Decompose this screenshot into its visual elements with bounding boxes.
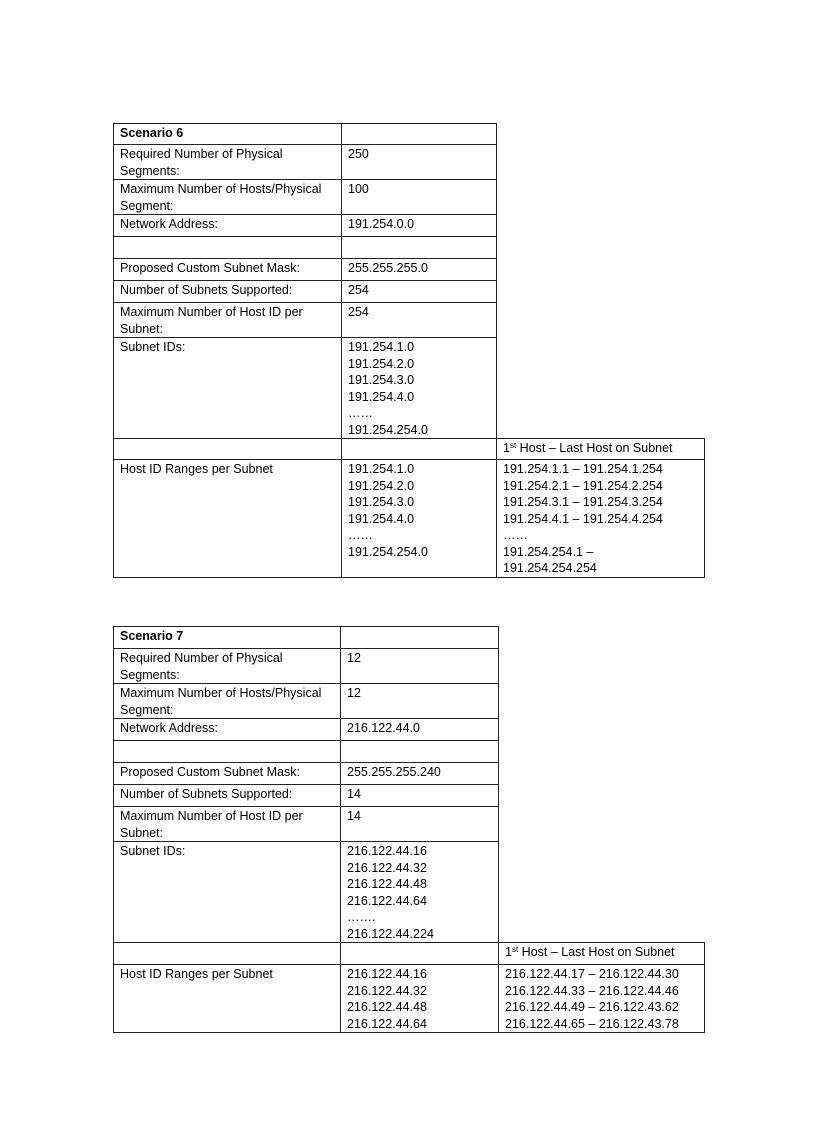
subnet-ids-list: 216.122.44.16 216.122.44.32 216.122.44.48 216.122.44.64 ……. 216.122.44.224 (341, 842, 499, 943)
subnet-mask-value: 255.255.255.0 (342, 259, 497, 281)
subnets-supported-label: Number of Subnets Supported: (114, 785, 341, 807)
scenario-7-table (113, 626, 705, 1033)
host-range-subnets: 216.122.44.16 216.122.44.32 216.122.44.48 216.122.44.64 (341, 965, 499, 1033)
required-segments-label: Required Number of Physical Segments: (114, 145, 342, 180)
subnet-mask-label: Proposed Custom Subnet Mask: (114, 259, 342, 281)
scenario-title: Scenario 7 (114, 627, 341, 649)
host-ranges-list: 191.254.1.1 – 191.254.1.254 191.254.2.1 – 191.254.2.254 191.254.3.1 – 191.254.3.254 191.254.4.1 – 191.254.4.254 …… 191.254.254.1 – 191.254.254.254 (497, 460, 705, 578)
max-hosts-label: Maximum Number of Hosts/Physical Segment: (114, 684, 341, 719)
host-ranges-label: Host ID Ranges per Subnet (114, 965, 341, 1033)
max-host-ids-label: Maximum Number of Host ID per Subnet: (114, 303, 342, 338)
max-hosts-value: 12 (341, 684, 499, 719)
subnets-supported-label: Number of Subnets Supported: (114, 281, 342, 303)
host-ranges-label: Host ID Ranges per Subnet (114, 460, 342, 578)
scenario-6-table (113, 123, 705, 578)
network-address-label: Network Address: (114, 719, 341, 741)
required-segments-value: 250 (342, 145, 497, 180)
network-address-value: 216.122.44.0 (341, 719, 499, 741)
subnets-supported-value: 254 (342, 281, 497, 303)
max-host-ids-value: 254 (342, 303, 497, 338)
max-host-ids-label: Maximum Number of Host ID per Subnet: (114, 807, 341, 842)
max-hosts-value: 100 (342, 180, 497, 215)
network-address-value: 191.254.0.0 (342, 215, 497, 237)
required-segments-label: Required Number of Physical Segments: (114, 649, 341, 684)
subnet-mask-label: Proposed Custom Subnet Mask: (114, 763, 341, 785)
required-segments-value: 12 (341, 649, 499, 684)
range-header: 1st Host – Last Host on Subnet (497, 439, 705, 460)
host-ranges-list: 216.122.44.17 – 216.122.44.30 216.122.44.33 – 216.122.44.46 216.122.44.49 – 216.122.43.62 216.122.44.65 – 216.122.43.78 (499, 965, 705, 1033)
network-address-label: Network Address: (114, 215, 342, 237)
subnet-ids-list: 191.254.1.0 191.254.2.0 191.254.3.0 191.254.4.0 …… 191.254.254.0 (342, 338, 497, 439)
subnet-ids-label: Subnet IDs: (114, 338, 342, 439)
range-header: 1st Host – Last Host on Subnet (499, 943, 705, 965)
subnets-supported-value: 14 (341, 785, 499, 807)
host-range-subnets: 191.254.1.0 191.254.2.0 191.254.3.0 191.254.4.0 …… 191.254.254.0 (342, 460, 497, 578)
max-hosts-label: Maximum Number of Hosts/Physical Segment: (114, 180, 342, 215)
max-host-ids-value: 14 (341, 807, 499, 842)
scenario-title: Scenario 6 (114, 124, 342, 145)
subnet-ids-label: Subnet IDs: (114, 842, 341, 943)
subnet-mask-value: 255.255.255.240 (341, 763, 499, 785)
